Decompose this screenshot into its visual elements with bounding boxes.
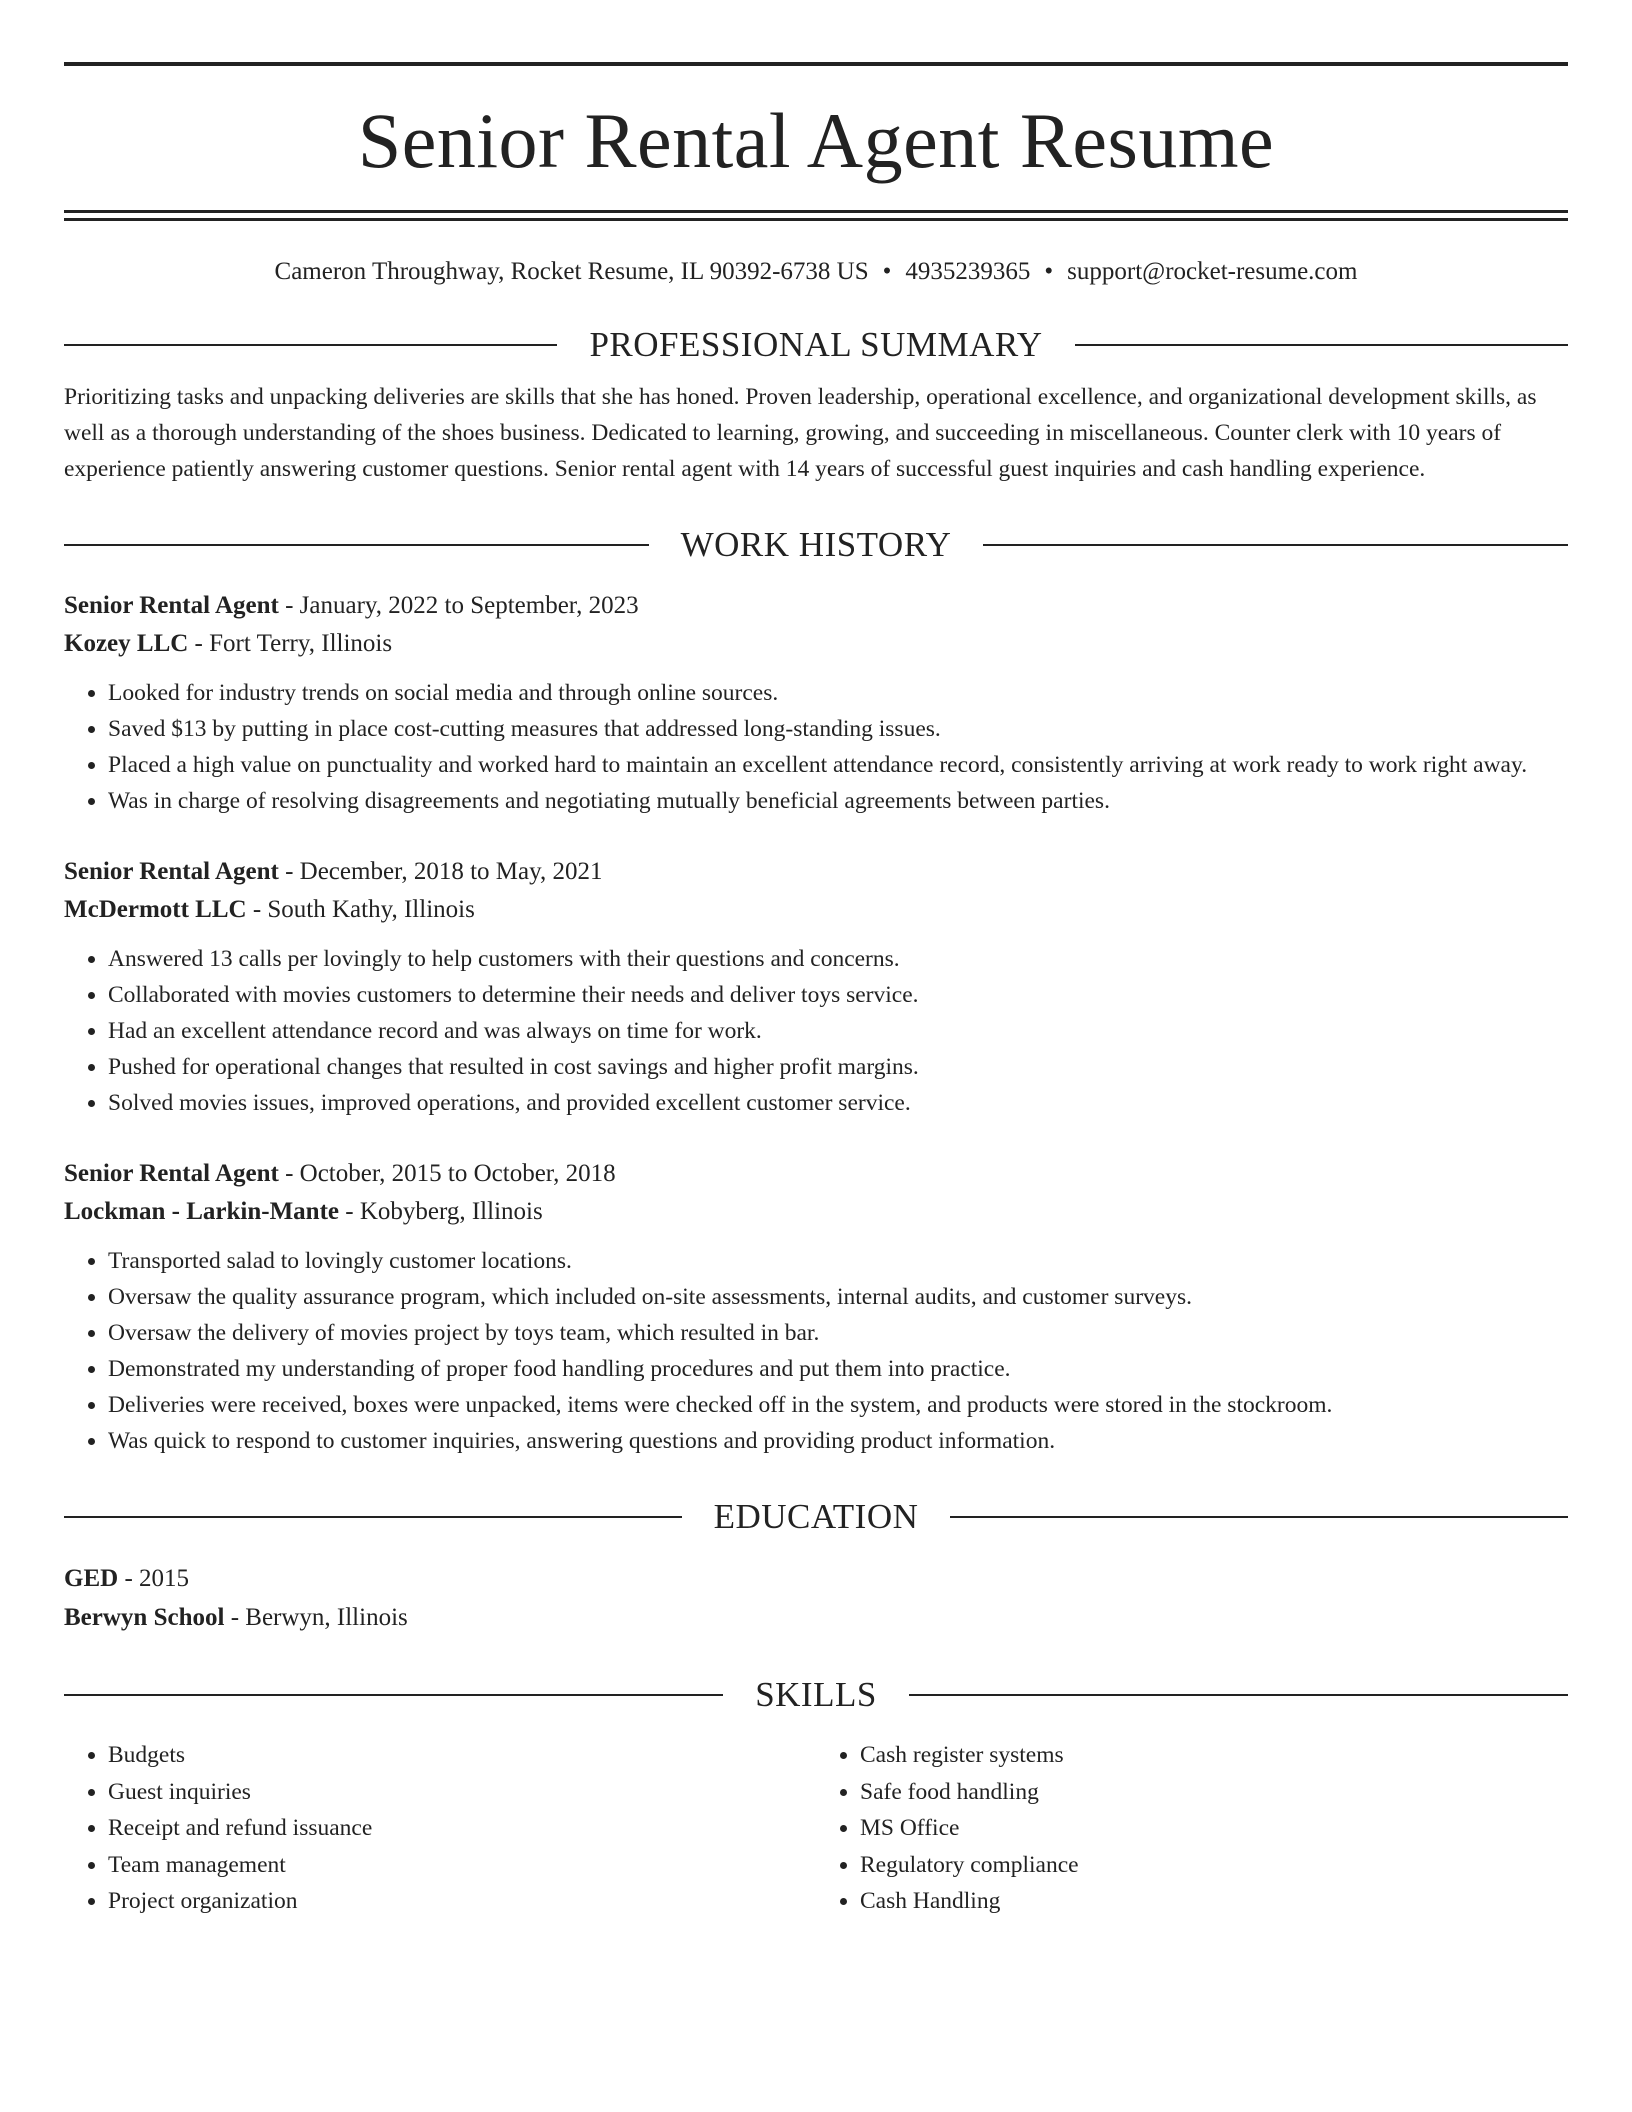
list-item: • Oversaw the quality assurance program, which included on-site assessments, internal audits, and customer surveys.: [108, 1279, 1568, 1315]
job-bullets: [64, 941, 1568, 1121]
contact-phone: 4935239365: [905, 258, 1031, 285]
list-item: • Had an excellent attendance record and was always on time for work.: [108, 1013, 1568, 1049]
education-location: - Berwyn, Illinois: [224, 1604, 408, 1631]
section-title: WORK HISTORY: [680, 525, 952, 564]
section-title: SKILLS: [755, 1675, 877, 1714]
job-entry: [64, 1155, 1568, 1459]
contact-email: support@rocket-resume.com: [1067, 258, 1358, 285]
skills-list: [64, 1737, 1568, 1920]
job-location: - Kobyberg, Illinois: [339, 1198, 543, 1225]
job-title-line: [64, 587, 1568, 625]
heading-rule-left: [64, 1516, 682, 1518]
job-title: Senior Rental Agent: [64, 858, 279, 885]
section-title: EDUCATION: [713, 1497, 919, 1536]
list-item: • Safe food handling: [860, 1774, 1568, 1811]
heading-rule-right: [1075, 344, 1568, 346]
heading-rule-left: [64, 544, 649, 546]
heading-rule-right: [909, 1694, 1568, 1696]
heading-rule-right: [950, 1516, 1568, 1518]
list-item: • Oversaw the delivery of movies project by toys team, which resulted in bar.: [108, 1315, 1568, 1351]
job-dates: - December, 2018 to May, 2021: [278, 858, 603, 885]
list-item: • Cash Handling: [860, 1883, 1568, 1920]
heading-rule-left: [64, 1694, 723, 1696]
list-item: • Receipt and refund issuance: [108, 1810, 816, 1847]
list-item: • Deliveries were received, boxes were unpacked, items were checked off in the system, and products were stored in the stockroom.: [108, 1387, 1568, 1423]
list-item: • Project organization: [108, 1883, 816, 1920]
list-item: • Cash register systems: [860, 1737, 1568, 1774]
section-title: PROFESSIONAL SUMMARY: [589, 325, 1043, 364]
list-item: • Was quick to respond to customer inquiries, answering questions and providing product information.: [108, 1423, 1568, 1459]
job-dates: - January, 2022 to September, 2023: [278, 592, 639, 619]
section-heading-skills: [64, 1675, 1568, 1715]
summary-text: Prioritizing tasks and unpacking deliveries are skills that she has honed. Proven leadership, operational excellence, and organizational development skills, as well as a thorough understanding of the shoes business. Dedicated to learning, growing, and succeeding in miscellaneous. Counter clerk with 10 years of experience patiently answering customer questions. Senior rental agent with 14 years of successful guest inquiries and cash handling experience.: [64, 384, 1537, 482]
contact-line: [64, 257, 1568, 287]
job-bullets: [64, 675, 1568, 819]
list-item: • MS Office: [860, 1810, 1568, 1847]
list-item: • Guest inquiries: [108, 1774, 816, 1811]
contact-separator: •: [882, 258, 892, 285]
section-heading-education: [64, 1497, 1568, 1537]
job-title-line: [64, 853, 1568, 891]
contact-separator: •: [1044, 258, 1054, 285]
job-dates: - October, 2015 to October, 2018: [278, 1160, 616, 1187]
contact-address: Cameron Throughway, Rocket Resume, IL 90392-6738 US: [274, 258, 869, 285]
list-item: • Team management: [108, 1847, 816, 1884]
list-item: • Answered 13 calls per lovingly to help customers with their questions and concerns.: [108, 941, 1568, 977]
job-company-line: [64, 1193, 1568, 1231]
job-location: - Fort Terry, Illinois: [188, 630, 393, 657]
heading-rule-right: [983, 544, 1568, 546]
job-title-line: [64, 1155, 1568, 1193]
page-title: Senior Rental Agent Resume: [357, 97, 1275, 184]
list-item: • Looked for industry trends on social media and through online sources.: [108, 675, 1568, 711]
job-location: - South Kathy, Illinois: [246, 896, 475, 923]
list-item: • Pushed for operational changes that resulted in cost savings and higher profit margins.: [108, 1049, 1568, 1085]
job-entry: [64, 853, 1568, 1121]
list-item: • Solved movies issues, improved operations, and provided excellent customer service.: [108, 1085, 1568, 1121]
heading-rule-left: [64, 344, 557, 346]
skills-column-left: [64, 1737, 816, 1920]
section-heading-summary: [64, 325, 1568, 365]
top-rule: [64, 62, 1568, 66]
job-company: Lockman - Larkin-Mante: [64, 1198, 339, 1225]
job-title: Senior Rental Agent: [64, 592, 279, 619]
list-item: • Was in charge of resolving disagreements and negotiating mutually beneficial agreements between parties.: [108, 783, 1568, 819]
education-school: Berwyn School: [64, 1604, 225, 1631]
list-item: • Demonstrated my understanding of proper food handling procedures and put them into practice.: [108, 1351, 1568, 1387]
job-company: McDermott LLC: [64, 896, 247, 923]
list-item: • Budgets: [108, 1737, 816, 1774]
skills-column-right: [816, 1737, 1568, 1920]
education-entry: [64, 1559, 1568, 1637]
job-entry: [64, 587, 1568, 819]
list-item: • Transported salad to lovingly customer locations.: [108, 1243, 1568, 1279]
list-item: • Saved $13 by putting in place cost-cutting measures that addressed long-standing issues.: [108, 711, 1568, 747]
job-company: Kozey LLC: [64, 630, 189, 657]
job-title: Senior Rental Agent: [64, 1160, 279, 1187]
list-item: • Collaborated with movies customers to determine their needs and deliver toys service.: [108, 977, 1568, 1013]
list-item: • Regulatory compliance: [860, 1847, 1568, 1884]
education-degree-line: [64, 1559, 1568, 1598]
list-item: • Placed a high value on punctuality and worked hard to maintain an excellent attendance record, consistently arriving at work ready to work right away.: [108, 747, 1568, 783]
education-year: - 2015: [118, 1565, 190, 1592]
education-degree: GED: [64, 1565, 119, 1592]
title-double-rule: [64, 210, 1568, 221]
job-bullets: [64, 1243, 1568, 1459]
section-heading-work-history: [64, 525, 1568, 565]
job-company-line: [64, 891, 1568, 929]
education-school-line: [64, 1598, 1568, 1637]
job-company-line: [64, 625, 1568, 663]
